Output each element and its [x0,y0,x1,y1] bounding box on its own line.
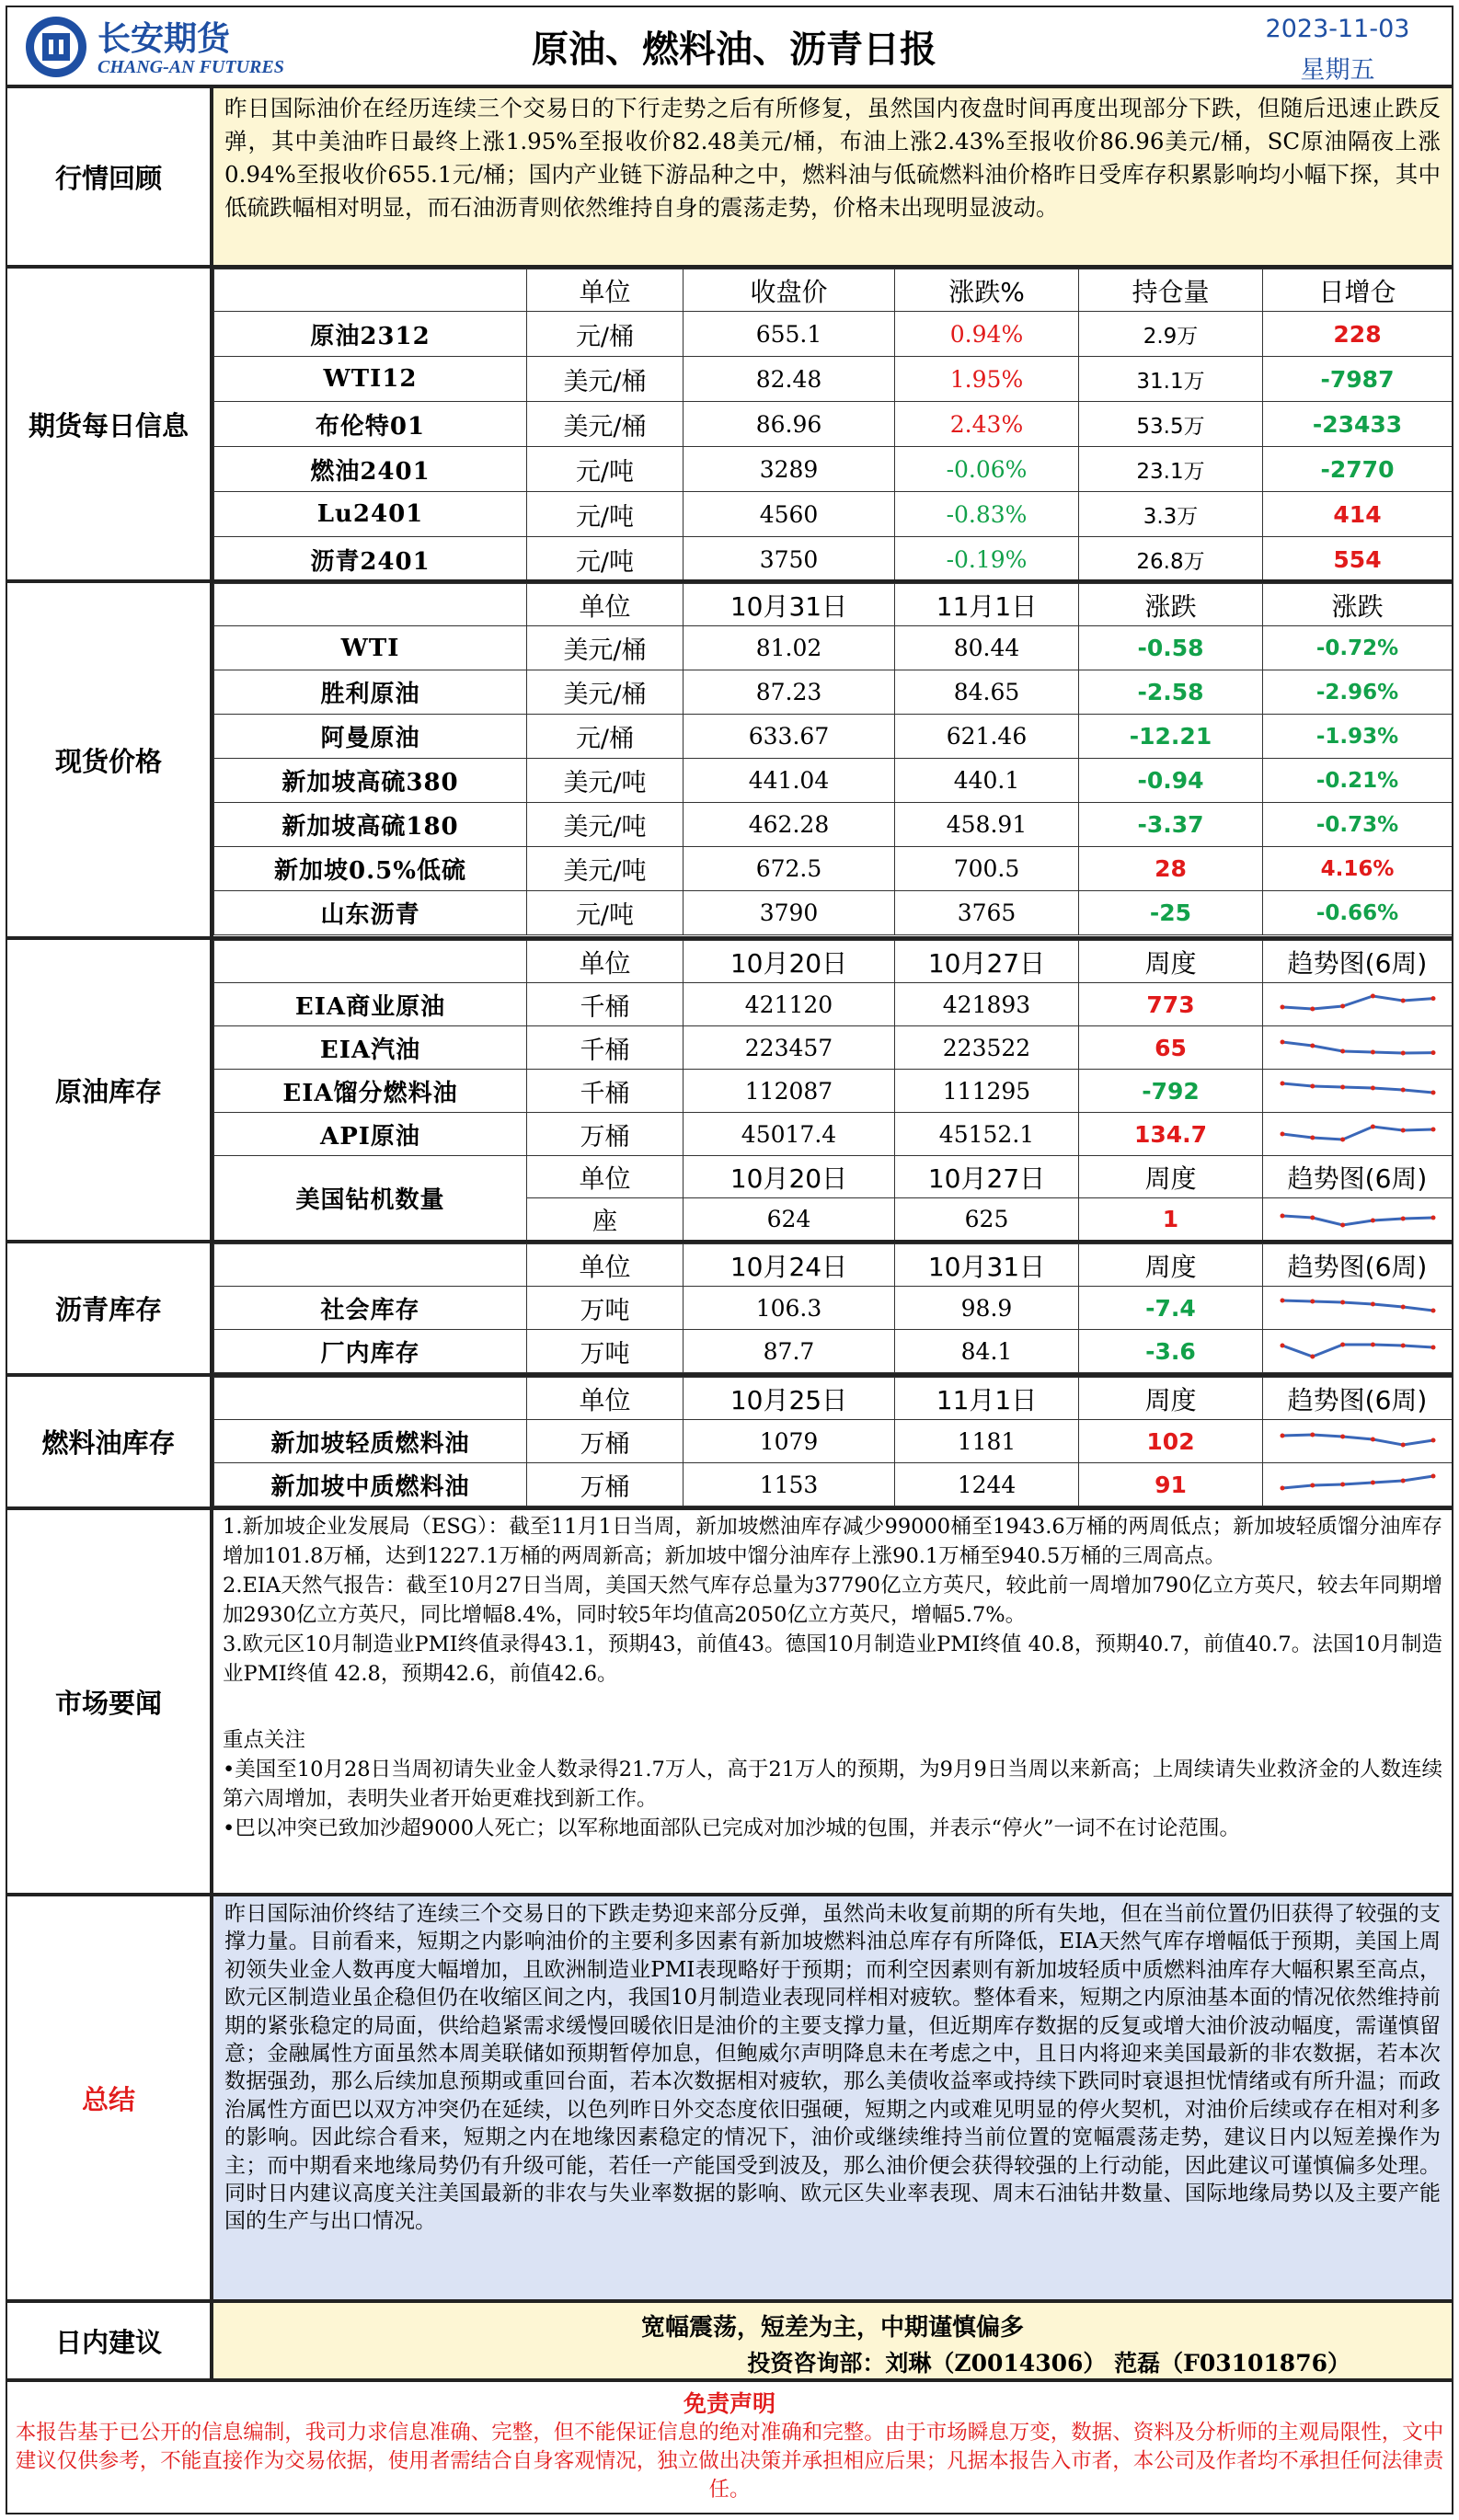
fuel-header-blank [214,1378,527,1420]
inventory-trend-chart [1263,1420,1453,1463]
spot-table [212,581,1453,938]
trend-sparkline-point-1 [1310,1433,1315,1438]
table-row [214,1113,1453,1156]
trend-sparkline-point-5 [1430,1050,1435,1055]
table-row [214,1463,1453,1506]
trend-sparkline-point-1 [1310,1355,1315,1359]
trend-sparkline-point-4 [1400,1443,1405,1448]
futures-close: 655.1 [684,312,895,357]
trend-sparkline-point-2 [1340,1300,1345,1305]
spot-unit: 美元/吨 [527,847,684,891]
trend-sparkline-point-5 [1430,1128,1435,1132]
crude-header-wk: 周度 [1079,941,1263,983]
spot-name: 新加坡高硫380 [214,759,527,803]
spot-price-2: 3765 [895,891,1079,935]
spot-change-pct: -0.73% [1263,803,1453,847]
futures-open-interest: 53.5万 [1079,402,1263,447]
inventory-name: 社会库存 [214,1287,527,1330]
news-panel [212,1508,1453,1895]
spot-price-1: 633.67 [684,715,895,759]
trend-sparkline-point-3 [1370,1302,1374,1307]
inventory-unit: 千桶 [527,983,684,1026]
table-row [214,1420,1453,1463]
company-logo [24,15,88,79]
table-row [214,447,1453,492]
consultant-line: 投资咨询部：刘琳（Z0014306） 范磊（F03101876） [747,2350,1350,2377]
rig-header-1: 10月20日 [684,1156,895,1198]
news-item-2: 2.EIA天然气报告：截至10月27日当周，美国天然气库存总量为37790亿立方英尺，较此前一周增加790亿立方英尺，较去年同期增加2930亿立方英尺，同比增幅8.4%，同时较5年均值高2050亿立方英尺，增幅5.7%。 [223,1574,1442,1627]
trend-sparkline-point-0 [1280,1213,1284,1218]
spot-price-2: 80.44 [895,626,1079,670]
inventory-value-2: 111295 [895,1070,1079,1113]
trend-sparkline-point-4 [1400,1305,1405,1310]
inventory-trend-chart [1263,1463,1453,1506]
inventory-unit: 万桶 [527,1463,684,1506]
inventory-unit: 万桶 [527,1113,684,1156]
report-weekday: 星期五 [1300,56,1375,85]
futures-open-interest: 31.1万 [1079,357,1263,402]
inventory-value-1: 112087 [684,1070,895,1113]
futures-header-delta: 日增仓 [1263,269,1453,312]
crude-header-unit: 单位 [527,941,684,983]
trend-sparkline-point-3 [1370,1086,1374,1091]
inventory-value-2: 84.1 [895,1330,1079,1373]
futures-open-interest: 3.3万 [1079,492,1263,537]
spot-header-unit: 单位 [527,584,684,626]
crude-header-blank [214,941,527,983]
rig-unit: 座 [527,1198,684,1241]
inventory-value-1: 1079 [684,1420,895,1463]
trend-sparkline-line [1282,1476,1433,1488]
section-label-news: 市场要闻 [6,1508,212,1895]
spot-change: -12.21 [1079,715,1263,759]
trend-sparkline-point-3 [1370,1438,1374,1442]
section-label-summary: 总结 [6,1895,212,2301]
asphalt-header-blank [214,1244,527,1287]
inventory-unit: 万吨 [527,1330,684,1373]
spot-price-2: 458.91 [895,803,1079,847]
rig-header-3: 周度 [1079,1156,1263,1198]
asphalt-header-d1: 10月24日 [684,1244,895,1287]
trend-sparkline-line [1282,1216,1433,1225]
spot-unit: 美元/吨 [527,759,684,803]
inventory-unit: 万桶 [527,1420,684,1463]
fuel-inventory-table [212,1375,1453,1508]
intraday-advice: 宽幅震荡，短差为主，中期谨慎偏多 [640,2314,1024,2342]
spot-name: 新加坡0.5%低硫 [214,847,527,891]
inventory-value-2: 223522 [895,1026,1079,1070]
spot-change: -2.58 [1079,670,1263,715]
spot-change-pct: -0.21% [1263,759,1453,803]
inventory-value-1: 223457 [684,1026,895,1070]
futures-unit: 美元/桶 [527,357,684,402]
spot-change: -0.94 [1079,759,1263,803]
inventory-value-1: 45017.4 [684,1113,895,1156]
table-row [214,626,1453,670]
spot-header-d1: 10月31日 [684,584,895,626]
rig-header-row [214,1156,1453,1198]
trend-sparkline-point-2 [1340,1138,1345,1142]
inventory-value-2: 1181 [895,1420,1079,1463]
trend-sparkline-point-3 [1370,1125,1374,1129]
trend-sparkline-point-1 [1310,1300,1315,1304]
inventory-value-1: 106.3 [684,1287,895,1330]
spot-price-1: 81.02 [684,626,895,670]
trend-sparkline [1275,1468,1441,1501]
trend-sparkline [1275,1425,1441,1458]
section-label-crude-inventory: 原油库存 [6,938,212,1242]
futures-change: 0.94% [895,312,1079,357]
crude-header-trend: 趋势图(6周) [1263,941,1453,983]
table-row [214,759,1453,803]
inventory-value-2: 421893 [895,983,1079,1026]
report-title: 原油、燃料油、沥青日报 [532,29,936,71]
inventory-trend-chart [1263,1070,1453,1113]
fuel-header-unit: 单位 [527,1378,684,1420]
asphalt-header-unit: 单位 [527,1244,684,1287]
trend-sparkline-point-1 [1310,1136,1315,1140]
trend-sparkline-point-1 [1310,1215,1315,1220]
trend-sparkline-point-3 [1370,1050,1374,1055]
spot-change-pct: 4.16% [1263,847,1453,891]
spot-header-pct: 涨跌 [1263,584,1453,626]
trend-sparkline-point-0 [1280,1132,1284,1137]
futures-change: 2.43% [895,402,1079,447]
trend-sparkline-point-5 [1430,1309,1435,1313]
futures-open-interest: 2.9万 [1079,312,1263,357]
table-row [214,357,1453,402]
spot-name: 阿曼原油 [214,715,527,759]
rig-trend-chart [1263,1198,1453,1241]
fuel-header-trend: 趋势图(6周) [1263,1378,1453,1420]
spot-name: 山东沥青 [214,891,527,935]
trend-sparkline-line [1282,1435,1433,1445]
futures-open-interest: 26.8万 [1079,537,1263,582]
futures-daily-delta: 554 [1263,537,1453,582]
trend-sparkline-point-1 [1310,1483,1315,1488]
trend-sparkline-point-0 [1280,1344,1284,1348]
inventory-name: API原油 [214,1113,527,1156]
futures-daily-delta: -2770 [1263,447,1453,492]
rig-header-2: 10月27日 [895,1156,1079,1198]
disclaimer-text: 本报告基于已公开的信息编制，我司力求信息准确、完整，但不能保证信息的绝对准确和完整。由于市场瞬息万变，数据、资料及分析师的主观局限性，文中建议仅供参考，不能直接作为交易依据，使用者需结合自身客观情况，独立做出决策并承担相应后果；凡据本报告入市者，本公司及作者均不承担任何法律责任。 [15,2421,1444,2502]
fuel-header-d1: 10月25日 [684,1378,895,1420]
asphalt-header-wk: 周度 [1079,1244,1263,1287]
futures-close: 3289 [684,447,895,492]
trend-sparkline [1275,988,1441,1021]
table-row [214,312,1453,357]
inventory-weekly-change: -7.4 [1079,1287,1263,1330]
spot-change: -0.58 [1079,626,1263,670]
spot-change-pct: -0.72% [1263,626,1453,670]
trend-sparkline-point-4 [1400,1051,1405,1056]
spot-unit: 元/吨 [527,891,684,935]
trend-sparkline-point-4 [1400,1479,1405,1483]
section-label-intraday: 日内建议 [6,2301,212,2380]
spot-header-blank [214,584,527,626]
futures-name: 燃油2401 [214,447,527,492]
trend-sparkline-line [1282,1300,1433,1311]
report-date: 2023-11-03 [1265,15,1410,43]
spot-change-pct: -1.93% [1263,715,1453,759]
trend-sparkline-point-0 [1280,1434,1284,1438]
trend-sparkline-point-2 [1340,1049,1345,1054]
trend-sparkline-point-5 [1430,1474,1435,1479]
rig-header-4: 趋势图(6周) [1263,1156,1453,1198]
spot-price-2: 700.5 [895,847,1079,891]
news-item-3: 3.欧元区10月制造业PMI终值录得43.1，预期43，前值43。德国10月制造业PMI终值 40.8，预期40.7，前值40.7。法国10月制造业PMI终值 42.8，预期42.6，前值42.6。 [223,1632,1442,1686]
inventory-value-1: 87.7 [684,1330,895,1373]
futures-daily-delta: -7987 [1263,357,1453,402]
trend-sparkline-point-1 [1310,1084,1315,1089]
trend-sparkline-point-5 [1430,1091,1435,1095]
futures-name: WTI12 [214,357,527,402]
spot-price-1: 87.23 [684,670,895,715]
spot-change: 28 [1079,847,1263,891]
table-row [214,1026,1453,1070]
futures-header-close: 收盘价 [684,269,895,312]
trend-sparkline-line [1282,1042,1433,1053]
futures-change: -0.06% [895,447,1079,492]
section-label-asphalt-inventory: 沥青库存 [6,1242,212,1375]
trend-sparkline [1275,1334,1441,1368]
inventory-name: 新加坡轻质燃料油 [214,1420,527,1463]
spot-header-chg: 涨跌 [1079,584,1263,626]
spot-change-pct: -0.66% [1263,891,1453,935]
inventory-unit: 千桶 [527,1070,684,1113]
futures-daily-delta: 414 [1263,492,1453,537]
inventory-value-1: 1153 [684,1463,895,1506]
spot-price-1: 672.5 [684,847,895,891]
futures-name: 布伦特01 [214,402,527,447]
table-row [214,402,1453,447]
spot-header-d2: 11月1日 [895,584,1079,626]
inventory-weekly-change: -3.6 [1079,1330,1263,1373]
trend-sparkline-point-0 [1280,1299,1284,1303]
trend-sparkline-point-2 [1340,1004,1345,1009]
futures-daily-delta: 228 [1263,312,1453,357]
trend-sparkline-point-5 [1430,1215,1435,1220]
table-row [214,803,1453,847]
spot-unit: 美元/吨 [527,803,684,847]
trend-sparkline-point-4 [1400,999,1405,1003]
trend-sparkline [1275,1203,1441,1236]
trend-sparkline-point-0 [1280,1486,1284,1491]
futures-close: 4560 [684,492,895,537]
futures-unit: 元/桶 [527,312,684,357]
rig-name: 美国钻机数量 [214,1156,527,1241]
futures-name: Lu2401 [214,492,527,537]
inventory-weekly-change: 134.7 [1079,1113,1263,1156]
trend-sparkline-point-3 [1370,1343,1374,1347]
futures-change: 1.95% [895,357,1079,402]
spot-change: -25 [1079,891,1263,935]
company-name-en: CHANG-AN FUTURES [98,57,284,77]
disclaimer-panel [6,2380,1453,2514]
table-row [214,670,1453,715]
trend-sparkline [1275,1291,1441,1324]
spot-price-2: 440.1 [895,759,1079,803]
trend-sparkline-line [1282,996,1433,1009]
trend-sparkline-point-1 [1310,1044,1315,1048]
inventory-name: EIA商业原油 [214,983,527,1026]
inventory-trend-chart [1263,1113,1453,1156]
futures-close: 82.48 [684,357,895,402]
section-label-spot: 现货价格 [6,581,212,938]
trend-sparkline-point-4 [1400,1216,1405,1220]
inventory-name: EIA馏分燃料油 [214,1070,527,1113]
spot-price-1: 462.28 [684,803,895,847]
trend-sparkline-point-2 [1340,1343,1345,1347]
trend-sparkline-line [1282,1083,1433,1093]
market-review-text: 昨日国际油价在经历连续三个交易日的下行走势之后有所修复，虽然国内夜盘时间再度出现部分下跌，但随后迅速止跌反弹，其中美油昨日最终上涨1.95%至报收价82.48美元/桶，布油上涨2.43%至报收价86.96美元/桶，SC原油隔夜上涨0.94%至报收价655.1元/桶；国内产业链下游品种之中，燃料油与低硫燃料油价格昨日受库存积累影响均小幅下探，其中低硫跌幅相对明显，而石油沥青则依然维持自身的震荡走势，价格未出现明显波动。 [212,86,1453,267]
spot-price-1: 441.04 [684,759,895,803]
news-focus-item-2: •巴以冲突已致加沙超9000人死亡；以军称地面部队已完成对加沙城的包围，并表示“停火”一词不在讨论范围。 [223,1816,1241,1840]
trend-sparkline [1275,1117,1441,1151]
futures-unit: 元/吨 [527,492,684,537]
section-label-review: 行情回顾 [6,86,212,267]
table-row [214,492,1453,537]
disclaimer-title: 免责声明 [683,2390,775,2417]
futures-daily-delta: -23433 [1263,402,1453,447]
inventory-unit: 万吨 [527,1287,684,1330]
trend-sparkline-point-4 [1400,1128,1405,1133]
asphalt-header-trend: 趋势图(6周) [1263,1244,1453,1287]
inventory-weekly-change: 65 [1079,1026,1263,1070]
inventory-unit: 千桶 [527,1026,684,1070]
spot-name: WTI [214,626,527,670]
news-focus-item-1: •美国至10月28日当周初请失业金人数录得21.7万人，高于21万人的预期，为9月9日当周以来新高；上周续请失业救济金的人数连续第六周增加，表明失业者开始更难找到新工作。 [223,1758,1442,1811]
crude-header-d2: 10月27日 [895,941,1079,983]
news-focus-title: 重点关注 [223,1728,306,1752]
trend-sparkline-point-2 [1340,1222,1345,1227]
futures-change: -0.19% [895,537,1079,582]
spot-name: 新加坡高硫180 [214,803,527,847]
inventory-trend-chart [1263,1330,1453,1373]
table-row [214,1287,1453,1330]
news-item-1: 1.新加坡企业发展局（ESG）：截至11月1日当周，新加坡燃油库存减少99000桶至1943.6万桶的两周低点；新加坡轻质馏分油库存增加101.8万桶，达到1227.1万桶的两周新高；新加坡中馏分油库存上涨90.1万桶至940.5万桶的三周高点。 [223,1515,1442,1568]
table-row [214,537,1453,582]
trend-sparkline [1275,1074,1441,1107]
inventory-weekly-change: 102 [1079,1420,1263,1463]
table-row [214,715,1453,759]
spot-name: 胜利原油 [214,670,527,715]
trend-sparkline-point-1 [1310,1007,1315,1012]
inventory-value-2: 1244 [895,1463,1079,1506]
inventory-weekly-change: -792 [1079,1070,1263,1113]
trend-sparkline-point-2 [1340,1483,1345,1487]
futures-header-unit: 单位 [527,269,684,312]
asphalt-inventory-table [212,1242,1453,1375]
fuel-header-d2: 11月1日 [895,1378,1079,1420]
trend-sparkline-point-0 [1280,1040,1284,1045]
futures-header-oi: 持仓量 [1079,269,1263,312]
table-row [214,891,1453,935]
section-label-futures: 期货每日信息 [6,267,212,581]
futures-change: -0.83% [895,492,1079,537]
report-header [6,6,1453,86]
company-name-cn: 长安期货 [98,20,231,58]
trend-sparkline-point-3 [1370,994,1374,999]
inventory-name: EIA汽油 [214,1026,527,1070]
spot-unit: 美元/桶 [527,670,684,715]
spot-unit: 元/桶 [527,715,684,759]
inventory-value-1: 421120 [684,983,895,1026]
inventory-weekly-change: 773 [1079,983,1263,1026]
table-row [214,847,1453,891]
futures-unit: 元/吨 [527,447,684,492]
trend-sparkline-point-5 [1430,1346,1435,1350]
spot-price-2: 84.65 [895,670,1079,715]
futures-header-blank [214,269,527,312]
fuel-header-wk: 周度 [1079,1378,1263,1420]
crude-inventory-table [212,938,1453,1242]
futures-header-chg: 涨跌% [895,269,1079,312]
futures-close: 3750 [684,537,895,582]
table-row [214,983,1453,1026]
futures-close: 86.96 [684,402,895,447]
trend-sparkline-point-4 [1400,1344,1405,1348]
rig-weekly-change: 1 [1079,1198,1263,1241]
trend-sparkline-point-5 [1430,996,1435,1001]
trend-sparkline-point-2 [1340,1435,1345,1439]
summary-text: 昨日国际油价终结了连续三个交易日的下跌走势迎来部分反弹，虽然尚未收复前期的所有失地，但在当前位置仍旧获得了较强的支撑力量。目前看来，短期之内影响油价的主要利多因素有新加坡燃料油总库存有所降低，EIA天然气库存增幅低于预期，美国上周初领失业金人数再度大幅增加，且欧洲制造业PMI表现略好于预期；而利空因素则有新加坡轻质中质燃料油库存大幅积累至高点，欧元区制造业虽企稳但仍在收缩区间之内，我国10月制造业表现同样相对疲软。整体看来，短期之内原油基本面的情况依然维持前期的紧张稳定的局面，供给趋紧需求缓慢回暖依旧是油价的主要支撑力量，但近期库存数据的反复或增大油价波动幅度，需谨慎留意；金融属性方面虽然本周美联储如预期暂停加息，但鲍威尔声明降息未在考虑之中，且日内将迎来美国最新的非农数据，若本次数据强劲，那么后续加息预期或重回台面，若本次数据相对疲软，那么美债收益率或持续下跌同时衰退担忧情绪或有所升温；而政治属性方面巴以双方冲突仍在延续，以色列昨日外交态度依旧强硬，短期之内或难见明显的停火契机，对油价后续或存在相对利多的影响。因此综合看来，短期之内在地缘因素稳定的情况下，油价或继续维持当前位置的宽幅震荡走势，建议日内以短差操作为主；而中期看来地缘局势仍有升级可能，若任一产能国受到波及，那么油价便会获得较强的上行动能，因此建议可谨慎偏多处理。同时日内建议高度关注美国最新的非农与失业率数据的影响、欧元区失业率表现、周末石油钻井数量、国际地缘局势以及主要产能国的生产与出口情况。 [212,1895,1453,2301]
futures-open-interest: 23.1万 [1079,447,1263,492]
futures-name: 沥青2401 [214,537,527,582]
trend-sparkline-line [1282,1345,1433,1357]
trend-sparkline-line [1282,1127,1433,1140]
crude-header-d1: 10月20日 [684,941,895,983]
section-label-fuel-inventory: 燃料油库存 [6,1375,212,1508]
inventory-name: 新加坡中质燃料油 [214,1463,527,1506]
spot-change: -3.37 [1079,803,1263,847]
table-row [214,1330,1453,1373]
table-row [214,1070,1453,1113]
trend-sparkline-point-0 [1280,1082,1284,1086]
inventory-trend-chart [1263,1026,1453,1070]
trend-sparkline-point-3 [1370,1481,1374,1485]
futures-unit: 元/吨 [527,537,684,582]
inventory-trend-chart [1263,983,1453,1026]
inventory-value-2: 45152.1 [895,1113,1079,1156]
inventory-weekly-change: 91 [1079,1463,1263,1506]
rig-value-1: 624 [684,1198,895,1241]
rig-value-2: 625 [895,1198,1079,1241]
spot-unit: 美元/桶 [527,626,684,670]
trend-sparkline-point-5 [1430,1438,1435,1443]
trend-sparkline-point-3 [1370,1218,1374,1222]
spot-price-1: 3790 [684,891,895,935]
spot-price-2: 621.46 [895,715,1079,759]
trend-sparkline-point-2 [1340,1085,1345,1090]
trend-sparkline-point-0 [1280,1005,1284,1010]
asphalt-header-d2: 10月31日 [895,1244,1079,1287]
spot-change-pct: -2.96% [1263,670,1453,715]
rig-header-0: 单位 [527,1156,684,1198]
intraday-panel [212,2301,1453,2380]
trend-sparkline-point-4 [1400,1088,1405,1093]
trend-sparkline [1275,1031,1441,1064]
futures-name: 原油2312 [214,312,527,357]
inventory-value-2: 98.9 [895,1287,1079,1330]
inventory-name: 厂内库存 [214,1330,527,1373]
futures-unit: 美元/桶 [527,402,684,447]
futures-table [212,267,1453,581]
inventory-trend-chart [1263,1287,1453,1330]
